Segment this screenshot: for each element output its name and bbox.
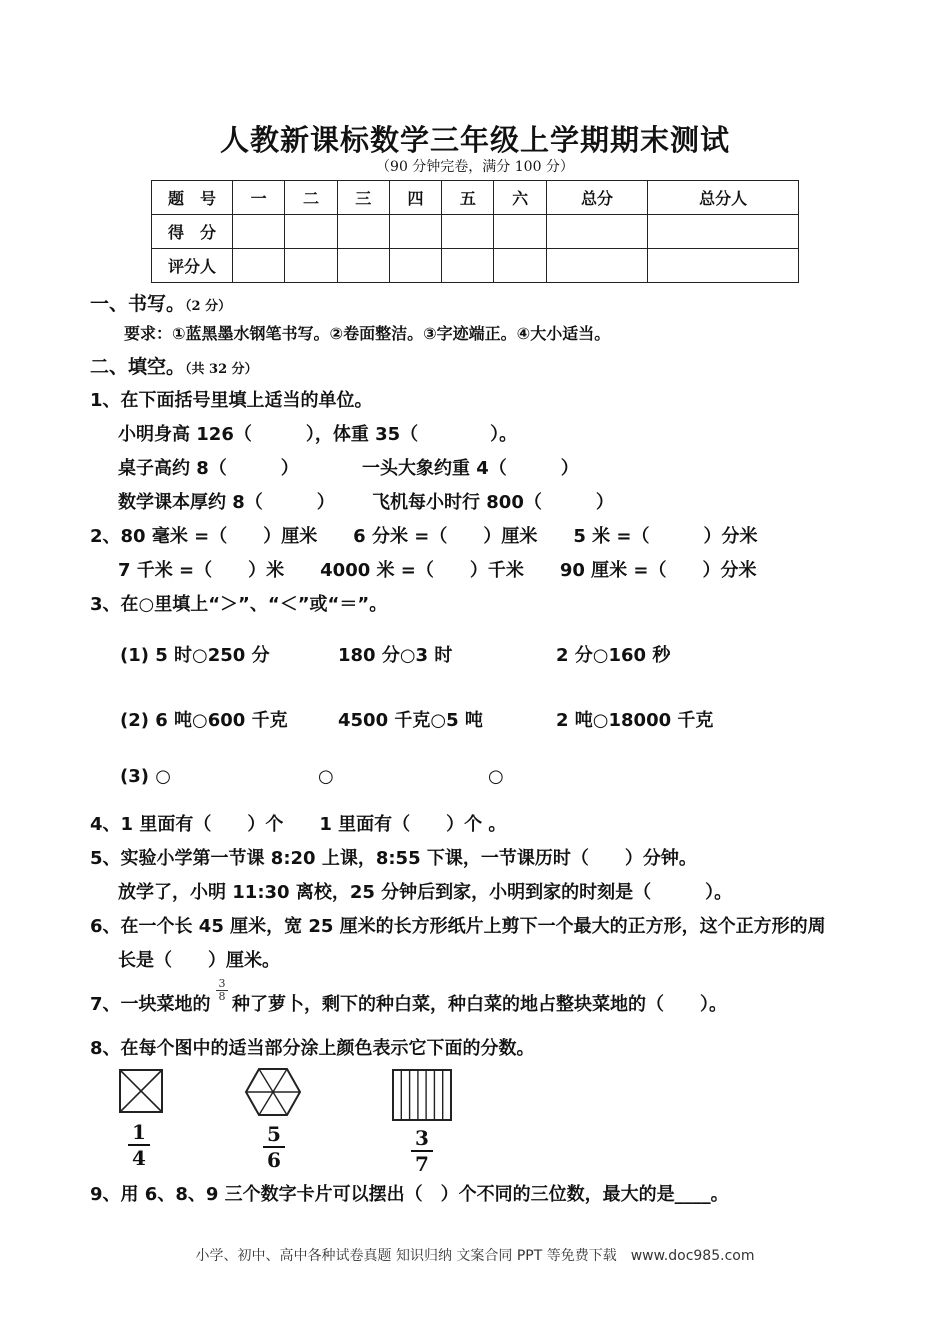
q3-row-1c: 2 分○160 秒 [556, 645, 671, 666]
score-cell[interactable] [337, 249, 389, 283]
q1-line-3b: 飞机每小时行 800（ ） [372, 492, 614, 513]
q3-row-3a: (3) ○ [120, 766, 171, 787]
score-cell[interactable] [494, 249, 546, 283]
fraction-denominator: 4 [132, 1146, 146, 1170]
q8-stem: 8、在每个图中的适当部分涂上颜色表示它下面的分数。 [90, 1038, 535, 1059]
score-cell[interactable] [285, 215, 337, 249]
q9-line: 9、用 6、8、9 三个数字卡片可以摆出（ ）个不同的三位数，最大的是____。 [90, 1184, 729, 1205]
score-table [151, 180, 799, 283]
q7-fraction-denominator: 8 [218, 990, 226, 1003]
score-cell[interactable] [389, 249, 441, 283]
q3-row-3c: ○ [488, 766, 504, 787]
q3-row-2b: 4500 千克○5 吨 [338, 710, 483, 731]
score-table-header: 五 [442, 181, 494, 215]
q1-line-1: 小明身高 126（ ），体重 35（ ）。 [118, 424, 518, 445]
q7-fraction-numerator: 3 [216, 978, 228, 991]
score-cell[interactable] [442, 249, 494, 283]
score-table-header: 题 号 [152, 181, 233, 215]
q1-stem: 1、在下面括号里填上适当的单位。 [90, 390, 373, 411]
fraction-denominator: 6 [267, 1148, 281, 1172]
fraction-label [128, 1120, 150, 1170]
score-row-label: 得 分 [152, 215, 233, 249]
square-diagonals-figure[interactable] [118, 1068, 164, 1114]
score-table-header: 一 [233, 181, 285, 215]
fraction-numerator: 5 [263, 1122, 285, 1148]
q7-fraction [216, 978, 228, 1003]
q1-line-2a: 桌子高约 8（ ） [118, 458, 299, 479]
score-row-label: 评分人 [152, 249, 233, 283]
score-cell[interactable] [648, 249, 799, 283]
score-table-header: 六 [494, 181, 546, 215]
page-subtitle: （90 分钟完卷，满分 100 分） [376, 159, 574, 175]
score-cell[interactable] [233, 215, 285, 249]
score-cell[interactable] [494, 215, 546, 249]
q6-line-1: 6、在一个长 45 厘米，宽 25 厘米的长方形纸片上剪下一个最大的正方形，这个正方形的周 [90, 916, 826, 937]
score-table-header: 二 [285, 181, 337, 215]
footer-text: 小学、初中、高中各种试卷真题 知识归纳 文案合同 PPT 等免费下载 www.doc985.com [195, 1248, 755, 1264]
q3-row-3b: ○ [318, 766, 334, 787]
section-2-points: （共 32 分） [185, 362, 258, 377]
q3-row-2a: (2) 6 吨○600 千克 [120, 710, 288, 731]
score-table-header: 总分 [546, 181, 647, 215]
fraction-label [263, 1122, 285, 1172]
fraction-numerator: 1 [128, 1120, 150, 1146]
q5-line-2: 放学了，小明 11:30 离校，25 分钟后到家，小明到家的时刻是（ ）。 [118, 882, 733, 903]
score-table-header: 总分人 [648, 181, 799, 215]
rectangle-strips-figure[interactable] [391, 1068, 453, 1122]
score-cell[interactable] [285, 249, 337, 283]
q5-line-1: 5、实验小学第一节课 8:20 上课，8:55 下课，一节课历时（ ）分钟。 [90, 848, 697, 869]
section-1-requirement: 要求：①蓝黑墨水钢笔书写。②卷面整洁。③字迹端正。④大小适当。 [124, 324, 611, 343]
q3-row-1a: (1) 5 时○250 分 [120, 645, 270, 666]
section-1-title: 一、书写。 [90, 293, 186, 315]
q6-line-2: 长是（ ）厘米。 [118, 950, 280, 971]
score-cell[interactable] [546, 215, 647, 249]
score-cell[interactable] [389, 215, 441, 249]
score-table-header: 四 [389, 181, 441, 215]
q7-line-part-a: 7、一块菜地的 [90, 994, 211, 1015]
section-2-heading [90, 352, 258, 379]
q4-line: 4、1 里面有（ ）个 1 里面有（ ）个 。 [90, 814, 507, 835]
fraction-label [411, 1126, 433, 1176]
section-1-heading [90, 289, 231, 316]
score-table-header: 三 [337, 181, 389, 215]
section-1-points: （2 分） [185, 299, 232, 314]
hexagon-figure[interactable] [244, 1066, 302, 1118]
q2-line-2: 7 千米 =（ ）米 4000 米 =（ ）千米 90 厘米 =（ ）分米 [118, 560, 757, 581]
fraction-denominator: 7 [415, 1152, 429, 1176]
score-cell[interactable] [233, 249, 285, 283]
page-title: 人教新课标数学三年级上学期期末测试 [219, 123, 730, 157]
score-table-row [152, 249, 799, 283]
section-2-title: 二、填空。 [90, 356, 186, 378]
q3-stem: 3、在○里填上“＞”、“＜”或“＝”。 [90, 594, 388, 615]
q3-row-2c: 2 吨○18000 千克 [556, 710, 714, 731]
q2-line-1: 2、80 毫米 =（ ）厘米 6 分米 =（ ）厘米 5 米 =（ ）分米 [90, 526, 758, 547]
score-cell[interactable] [546, 249, 647, 283]
score-table-row [152, 215, 799, 249]
q1-line-2b: 一头大象约重 4（ ） [362, 458, 579, 479]
q3-row-1b: 180 分○3 时 [338, 645, 453, 666]
score-cell[interactable] [337, 215, 389, 249]
q1-line-3a: 数学课本厚约 8（ ） [118, 492, 335, 513]
score-cell[interactable] [442, 215, 494, 249]
q7-line-part-b: 种了萝卜，剩下的种白菜，种白菜的地占整块菜地的（ ）。 [232, 994, 727, 1015]
fraction-numerator: 3 [411, 1126, 433, 1152]
score-cell[interactable] [648, 215, 799, 249]
score-table-header-row [152, 181, 799, 215]
